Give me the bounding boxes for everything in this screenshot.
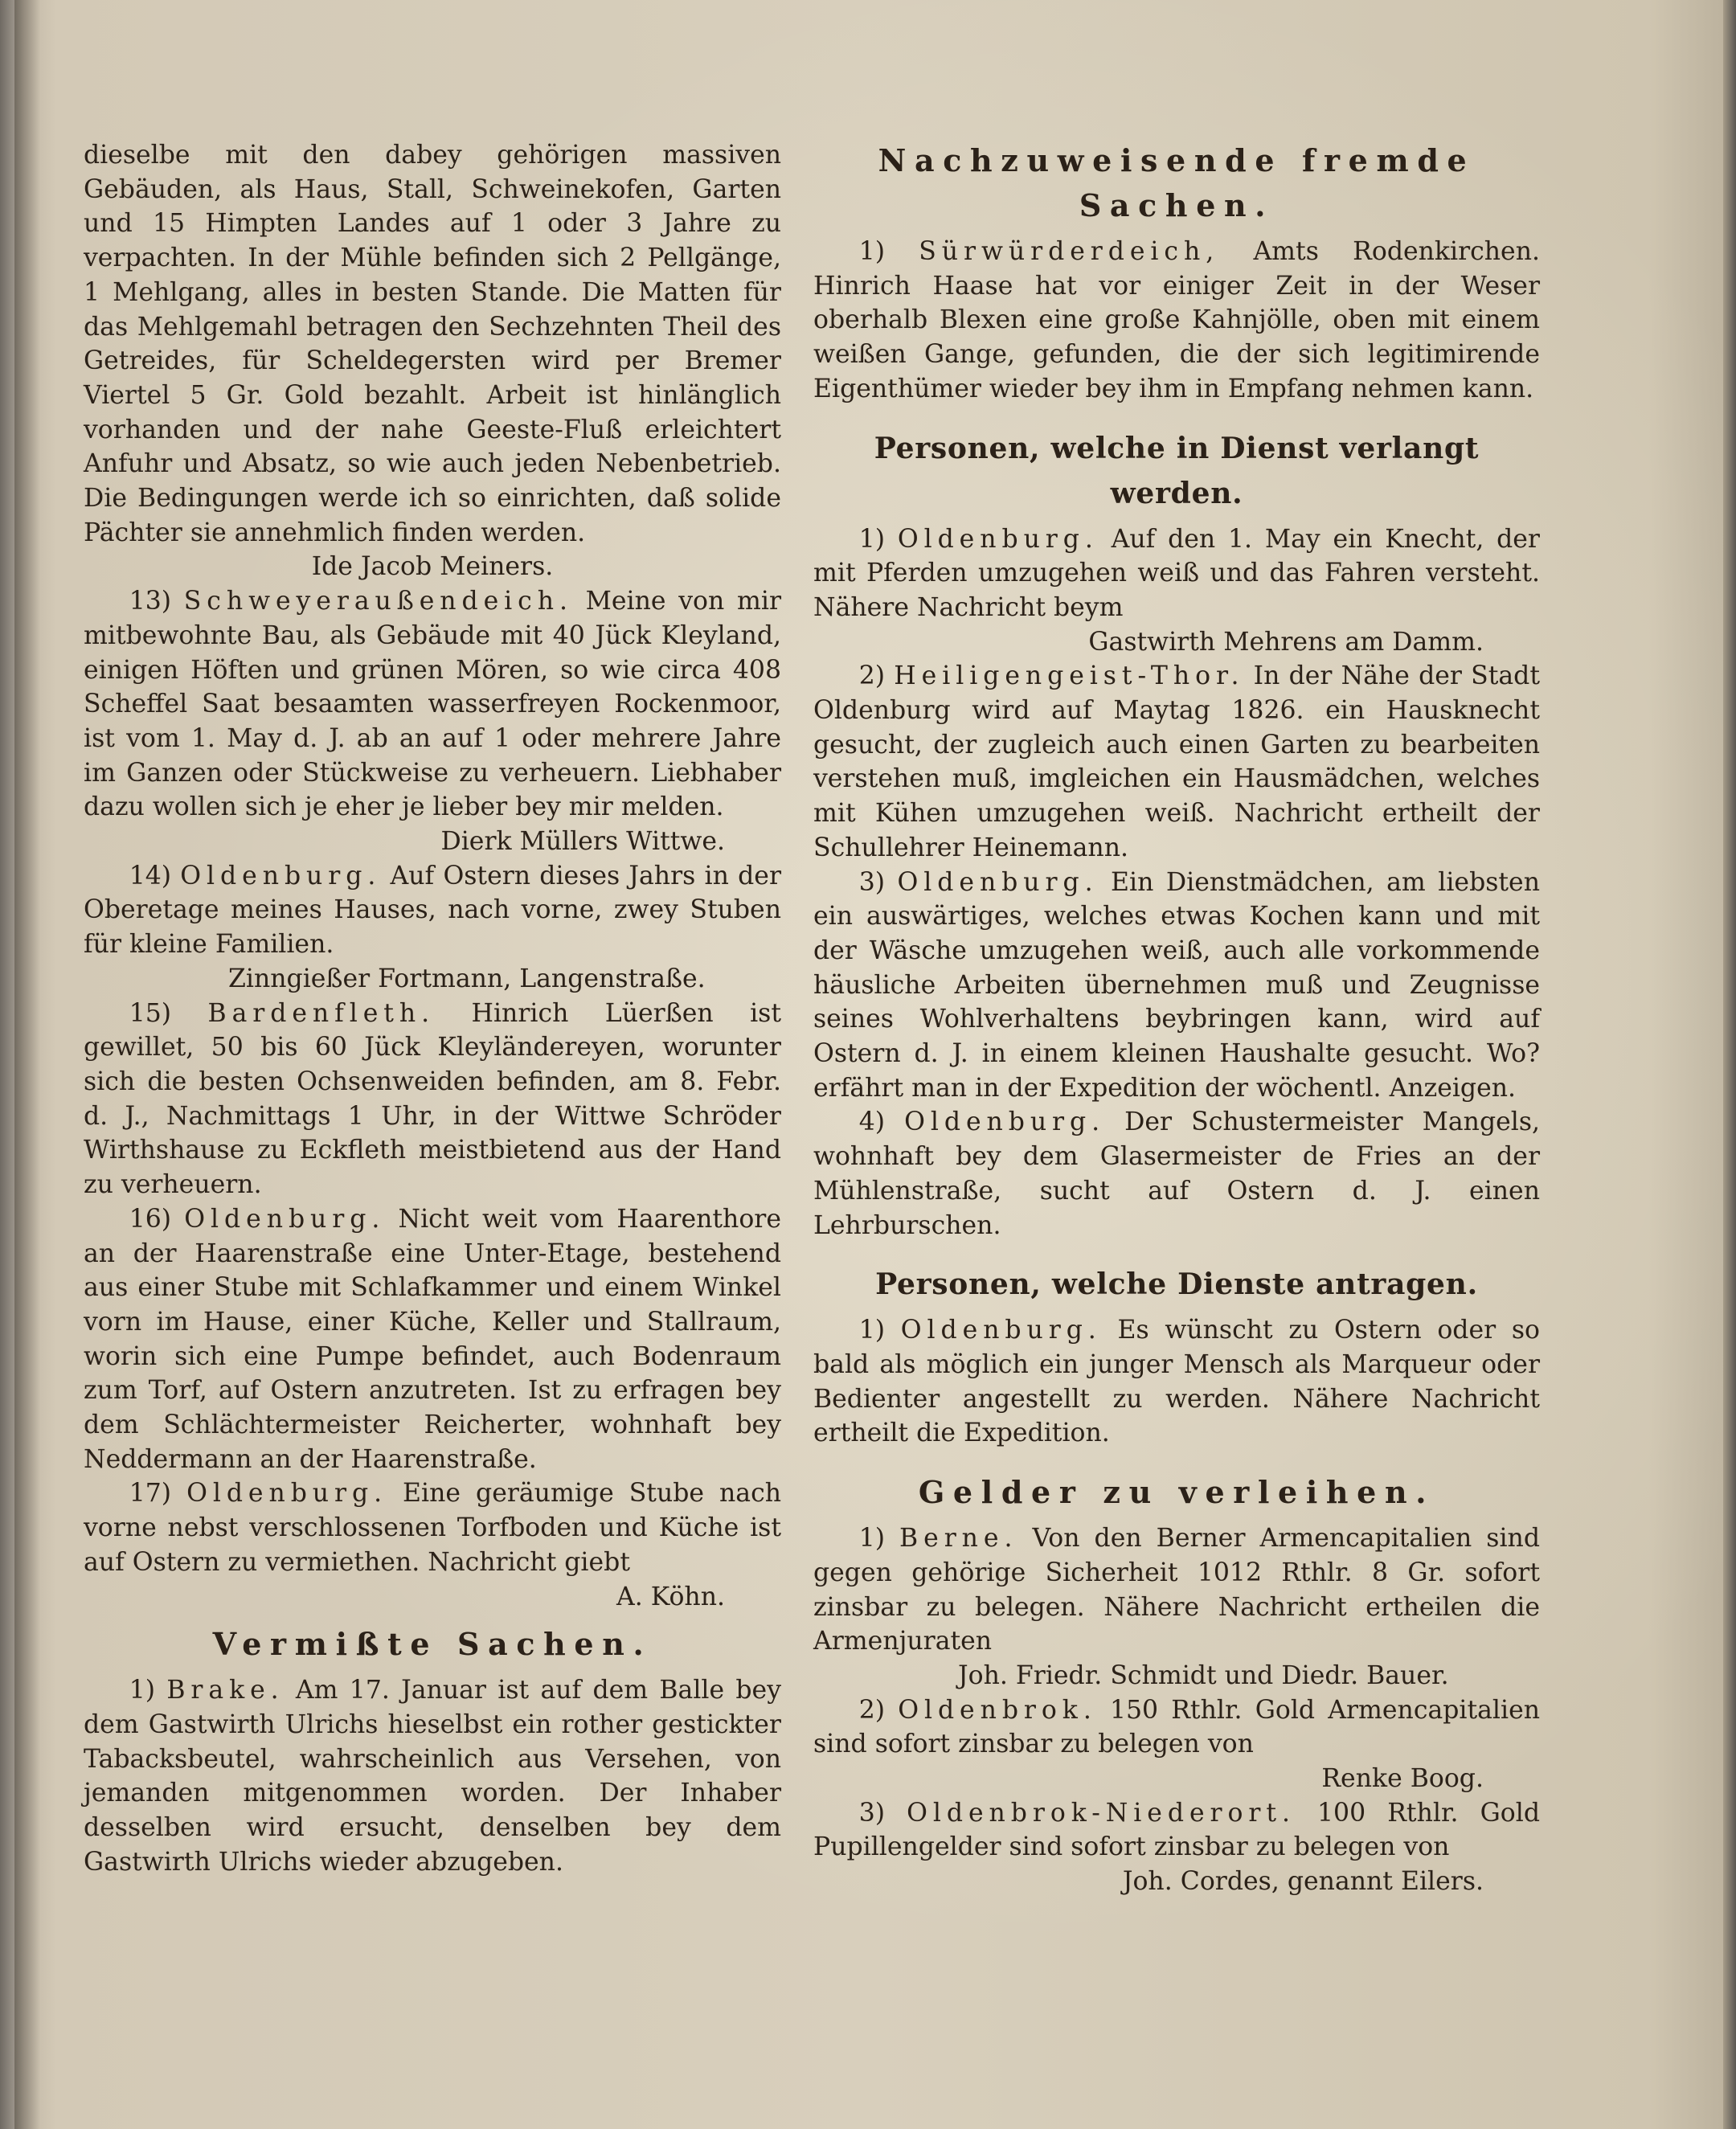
notice-place: Schweyeraußendeich. [183,587,573,616]
offer-1 [813,1313,1540,1451]
notice-place: Oldenburg. [904,1107,1106,1137]
notice-text: Der Schustermeister Mangels, wohnhaft bey dem Glasermeister de Fries an der Mühlenstraße, sucht auf Ostern d. J. einen Lehrburschen. [813,1107,1541,1240]
notice-place: Oldenburg. [184,1204,386,1234]
notice-number: 13) [129,587,172,616]
notice-text: Von den Berner Armencapitalien sind gegen gehörige Sicherheit 1012 Rthlr. 8 Gr. sofort zinsbar zu belegen. Nähere Nachricht ertheilen die Armenjuraten [813,1524,1540,1656]
notice-number: 4) [858,1107,886,1137]
notice-number: 1) [858,1316,886,1345]
signature: Dierk Müllers Wittwe. [440,827,725,857]
left-column [84,138,781,1879]
notice-number: 1) [858,1524,886,1554]
notice-14 [84,859,781,962]
notice-text: Hinrich Lüerßen ist gewillet, 50 bis 60 Jück Kleyländereyen, worunter sich die besten Ochsenweiden befinden, am 8. Febr. d. J., Nachmittags 1 Uhr, in der Wittwe Schröder Wirthshause zu Eckfleth meistbietend aus der Hand zu verheuern. [84,998,781,1200]
notice-place: Oldenbrok-Niederort. [907,1798,1296,1828]
right-column [813,138,1540,1899]
page-edge-left [0,0,14,2129]
notice-text: Meine von mir mitbewohnte Bau, als Gebäude mit 40 Jück Kleyland, einigen Höften und grünen Mören, so wie circa 408 Scheffel Saat besaamten wasserfreyen Rockenmoor, ist vom 1. May d. J. ab an auf 1 oder mehrere Jahre im Ganzen oder Stückweise zu verheuern. Liebhaber dazu wollen sich je eher je lieber bey mir melden. [84,587,782,822]
notice-place: Bardenfleth. [207,998,436,1028]
notice-text: Auf den 1. May ein Knecht, der mit Pferden umzugehen weiß und das Fahren versteht. Nähere Nachricht beym [813,524,1540,622]
notice-text: Es wünscht zu Ostern oder so bald als möglich ein junger Mensch als Marqueur oder Bedienter angestellt zu werden. Nähere Nachricht ertheilt die Expedition. [813,1316,1541,1448]
continued-notice-text: dieselbe mit den dabey gehörigen massiven Gebäuden, als Haus, Stall, Schweinekofen, Garten und 15 Himpten Landes auf 1 oder 3 Jahre zu verpachten. In der Mühle befinden sich 2 Pellgänge, 1 Mehlgang, alles in besten Stande. Die Matten für das Mehlgemahl betragen den Sechzehnten Theil des Getreides, für Scheldegersten wird per Bremer Viertel 5 Gr. Gold bezahlt. Arbeit ist hinlänglich vorhanden und der nahe Geeste-Fluß erleichtert Anfuhr und Absatz, so wie auch jeden Nebenbetrieb. Die Bedingungen werde ich so einrichten, daß solide Pächter sie annehmlich finden werden. [84,141,781,547]
notice-15 [84,997,781,1202]
notice-place: Sürwürderdeich, [919,237,1220,266]
notice-place: Berne. [899,1524,1018,1554]
notice-place: Oldenburg. [897,867,1099,897]
notice-text: Amts Rodenkirchen. Hinrich Haase hat vor einiger Zeit in der Weser oberhalb Blexen eine große Kahnjölle, oben mit einem weißen Gange, gefunden, die der sich legitimirende Eigenthümer wieder bey ihm in Empfang nehmen kann. [813,237,1541,403]
notice-number: 1) [858,237,886,266]
notice-text: Auf Ostern dieses Jahrs in der Oberetage meines Hauses, nach vorne, zwey Stuben für kleine Familien. [84,861,781,960]
job-3 [813,866,1540,1106]
notice-17 [84,1476,781,1579]
notice-number: 2) [858,661,886,691]
notice-number: 3) [858,867,886,897]
notice-place: Oldenburg. [900,1316,1102,1345]
signature: Joh. Friedr. Schmidt und Diedr. Bauer. [958,1660,1449,1690]
section-heading-dienst-verlangt: Personen, welche in Dienst verlangt werden. [874,431,1480,510]
signature: Renke Boog. [1321,1764,1484,1794]
section-heading-dienste-antragen: Personen, welche Dienste antragen. [875,1267,1478,1302]
notice-text: Nicht weit vom Haarenthore an der Haarenstraße eine Unter-Etage, bestehend aus einer Stube mit Schlafkammer und einem Winkel vorn im Hause, einer Küche, Keller und Stallraum, worin sich eine Pumpe befindet, auch Bodenraum zum Torf, auf Ostern anzutreten. Ist zu erfragen bey dem Schlächtermeister Reicherter, wohnhaft bey Neddermann an der Haarenstraße. [84,1204,782,1474]
notice-place: Oldenburg. [897,524,1099,554]
signature: Joh. Cordes, genannt Eilers. [1122,1867,1484,1897]
notice-number: 14) [129,861,172,890]
notice-number: 17) [129,1479,172,1509]
notice-13 [84,584,781,825]
notice-number: 2) [858,1695,886,1725]
lost-item-1 [84,1673,781,1879]
notice-number: 1) [858,524,886,554]
loan-3 [813,1796,1540,1865]
notice-place: Brake. [166,1676,285,1705]
job-1 [813,522,1540,625]
notice-place: Heiligengeist-Thor. [894,661,1245,691]
notice-text: Eine geräumige Stube nach vorne nebst verschlossenen Torfboden und Küche ist auf Ostern zu vermiethen. Nachricht giebt [84,1479,782,1577]
notice-number: 1) [129,1676,156,1705]
notice-text: Am 17. Januar ist auf dem Balle bey dem Gastwirth Ulrichs hieselbst ein rother gestickter Tabacksbeutel, wahrscheinlich aus Versehen, von jemanden mitgenommen worden. Der Inhaber desselben wird ersucht, denselben bey dem Gastwirth Ulrichs wieder abzugeben. [84,1676,781,1877]
loan-1 [813,1521,1540,1659]
found-item-1 [813,235,1540,407]
signature: Ide Jacob Meiners. [311,552,554,582]
notice-text: 100 Rthlr. Gold Pupillengelder sind sofort zinsbar zu belegen von [813,1798,1541,1862]
section-heading-nachzuweisende-sachen: Nachzuweisende fremde Sachen. [878,142,1476,223]
page-edge-right [1723,0,1736,2129]
notice-number: 16) [129,1204,172,1234]
notice-text: In der Nähe der Stadt Oldenburg wird auf Maytag 1826. ein Hausknecht gesucht, der zugleich auch einen Garten zu bearbeiten verstehen muß, imgleichen ein Hausmädchen, welches mit Kühen umzugehen weiß. Nachricht ertheilt der Schullehrer Heinemann. [813,661,1541,862]
job-4 [813,1105,1540,1243]
section-heading-gelder-verleihen: Gelder zu verleihen. [918,1474,1435,1511]
signature: Zinngießer Fortmann, Langenstraße. [228,964,706,993]
notice-text: Ein Dienstmädchen, am liebsten ein auswärtiges, welches etwas Kochen kann und mit der Wäsche umzugehen weiß, auch alle vorkommende häusliche Arbeiten übernehmen muß und Zeugnisse seines Wohlverhaltens beybringen kann, wird auf Ostern d. J. in einem kleinen Haushalte gesucht. Wo? erfährt man in der Expedition der wöchentl. Anzeigen. [813,867,1540,1103]
signature: A. Köhn. [616,1582,725,1611]
notice-number: 3) [858,1798,886,1828]
section-heading-vermisste-sachen: Vermißte Sachen. [212,1626,653,1663]
signature: Gastwirth Mehrens am Damm. [1088,627,1484,657]
gutter-shadow [14,0,40,2129]
notice-place: Oldenburg. [180,861,382,890]
notice-number: 15) [129,998,172,1028]
notice-place: Oldenburg. [186,1479,388,1509]
notice-16 [84,1202,781,1477]
loan-2 [813,1693,1540,1762]
notice-place: Oldenbrok. [898,1695,1097,1725]
job-2 [813,659,1540,865]
notice-text: 150 Rthlr. Gold Armencapitalien sind sofort zinsbar zu belegen von [813,1695,1540,1759]
